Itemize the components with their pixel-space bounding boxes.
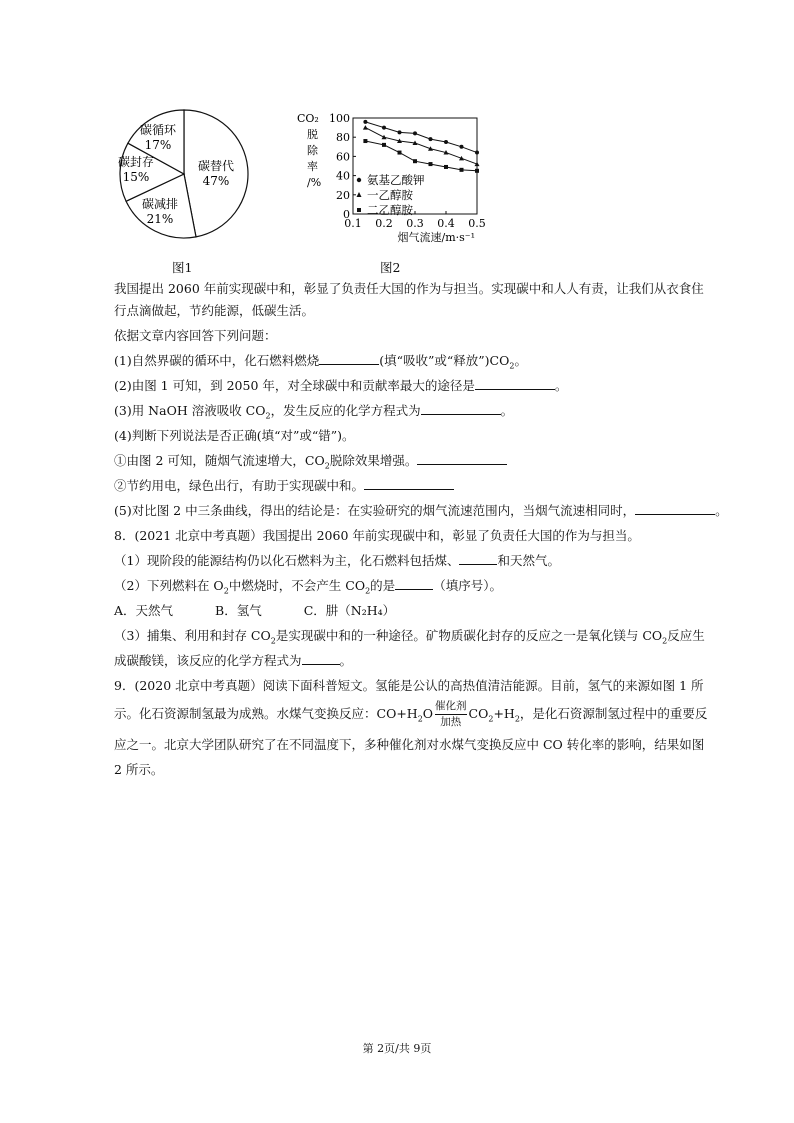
data-point [444, 165, 448, 169]
answer-blank[interactable] [459, 552, 497, 565]
data-point [398, 151, 402, 155]
pie-percent: 17% [144, 138, 172, 152]
data-point [444, 140, 448, 144]
x-tick-label: 0.4 [437, 217, 455, 230]
x-tick-label: 0.1 [344, 217, 362, 230]
data-point [475, 151, 479, 155]
legend-label: 二乙醇胺 [367, 203, 413, 217]
figure-2-caption: 图2 [380, 260, 401, 275]
question-2: (2)由图 1 可知，到 2050 年，对全球碳中和贡献率最大的途径是 。 [114, 378, 568, 393]
question-3: (3)用 NaOH 溶液吸收 $CO_2$，发生反应的化学方程式为 。 [114, 403, 514, 421]
answer-blank[interactable] [421, 402, 501, 415]
data-point [460, 145, 464, 149]
answer-blank[interactable] [475, 377, 555, 390]
pie-label: 碳循环 [139, 123, 177, 137]
data-point [475, 169, 479, 173]
data-point [413, 131, 417, 135]
reaction-equation: $CO+H_2O$ 催化剂 加热$CO_2+H_2$ [376, 700, 520, 728]
legend-label: 氨基乙酸钾 [367, 173, 425, 187]
pie-percent: 47% [202, 174, 230, 188]
data-point [429, 137, 433, 141]
question-5: (5)对比图 2 中三条曲线，得出的结论是：在实验研究的烟气流速范围内，当烟气流速相同时， 。 [114, 503, 728, 518]
legend-marker [357, 192, 362, 197]
answer-blank[interactable] [302, 652, 340, 665]
y-tick-label: 60 [336, 150, 350, 164]
y-axis-label: 率 [307, 160, 318, 173]
data-point [398, 130, 402, 134]
data-point [413, 159, 417, 163]
question-9d: 2 所示。 [114, 762, 164, 777]
y-axis-label: 除 [307, 144, 318, 157]
data-point [363, 120, 367, 124]
x-tick-label: 0.2 [375, 217, 393, 230]
answer-blank[interactable] [395, 577, 433, 590]
data-point [460, 168, 464, 172]
data-point [382, 126, 386, 130]
y-tick-label: 20 [336, 188, 350, 202]
paragraph-1a: 我国提出 2060 年前实现碳中和，彰显了负责任大国的作为与担当。实现碳中和人人有责，让我们从衣食住 [114, 281, 704, 296]
x-tick-label: 0.5 [468, 217, 486, 230]
question-1: (1)自然界碳的循环中，化石燃料燃烧 (填“吸收”或“释放$”)CO_2$。 [114, 353, 527, 371]
reaction-condition: 催化剂 加热 [435, 700, 467, 728]
data-point [429, 162, 433, 166]
y-tick-label: 100 [329, 112, 350, 125]
question-9: 9．(2020 北京中考真题）阅读下面科普短文。氢能是公认的高热值清洁能源。目前，氢气的来源如图 1 所 [114, 678, 704, 693]
y-axis-label: 脱 [307, 128, 318, 141]
question-8-3: （3）捕集、利用和封存 $CO_2$是实现碳中和的一种途径。矿物质碳化封存的反应之一是氧化镁与 $CO_2$反应生 [114, 628, 705, 646]
question-8: 8．(2021 北京中考真题）我国提出 2060 年前实现碳中和，彰显了负责任大国的作为与担当。 [114, 528, 640, 543]
answer-blank[interactable] [364, 477, 454, 490]
question-9-equation-line: 示。化石资源制氢最为成熟。水煤气变换反应：$CO+H_2O$ 催化剂 加热$CO_2+H_2$，是化石资源制氢过程中的重要反 [114, 700, 708, 728]
pie-label: 碳封存 [117, 155, 155, 169]
question-8-options [114, 602, 395, 620]
question-8-2: （2）下列燃料在 $O_2$中燃烧时，不会产生 $CO_2$的是 （填序号）。 [114, 578, 502, 596]
question-4-1: ①由图 2 可知，随烟气流速增大，$CO_2$脱除效果增强。 [114, 452, 507, 476]
question-1-text: (1)自然界碳的循环中，化石燃料燃烧 [114, 353, 320, 368]
legend-marker [357, 208, 361, 212]
data-point [382, 135, 387, 140]
pie-label: 碳替代 [197, 159, 235, 173]
x-tick-label: 0.3 [406, 217, 424, 230]
option-b: B．氢气 [215, 603, 262, 618]
data-point [363, 125, 368, 130]
y-tick-label: 80 [336, 131, 350, 145]
data-point [382, 143, 386, 147]
pie-percent: 15% [122, 170, 150, 184]
paragraph-1b: 行点滴做起，节约能源，低碳生活。 [114, 303, 315, 318]
y-tick-label: 40 [336, 169, 350, 183]
pie-percent: 21% [146, 212, 174, 226]
y-tick-label: 0 [343, 208, 350, 221]
question-8-3b: 成碳酸镁，该反应的化学方程式为 。 [114, 653, 353, 668]
question-8-1: （1）现阶段的能源结构仍以化石燃料为主，化石燃料包括煤、 和天然气。 [114, 553, 560, 568]
y-axis-title: CO₂ [297, 112, 319, 125]
option-c: C．肼（N₂H₄） [303, 603, 396, 618]
answer-blank[interactable] [417, 452, 507, 465]
question-9c: 应之一。北京大学团队研究了在不同温度下，多种催化剂对水煤气变换反应中 CO 转化率的影响，结果如图 [114, 737, 705, 752]
paragraph-2: 依据文章内容回答下列问题： [114, 328, 277, 343]
line-chart [295, 108, 495, 248]
x-axis-label: 烟气流速/m·s⁻¹ [397, 231, 475, 244]
legend-label: 一乙醇胺 [367, 188, 413, 202]
answer-blank[interactable] [635, 502, 715, 515]
y-axis-label: /% [307, 176, 322, 189]
question-4: (4)判断下列说法是否正确(填“对”或“错”)。 [114, 428, 355, 443]
page-footer: 第 2页/共 9页 [362, 1042, 432, 1055]
pie-label: 碳减排 [141, 197, 179, 211]
data-point [363, 139, 367, 143]
answer-blank[interactable] [319, 352, 379, 365]
figure-1-caption: 图1 [172, 260, 193, 275]
pie-chart [112, 108, 262, 242]
legend-marker [357, 178, 361, 182]
option-a: A．天然气 [114, 603, 174, 618]
question-4-2: ②节约用电，绿色出行，有助于实现碳中和。 [114, 477, 454, 495]
